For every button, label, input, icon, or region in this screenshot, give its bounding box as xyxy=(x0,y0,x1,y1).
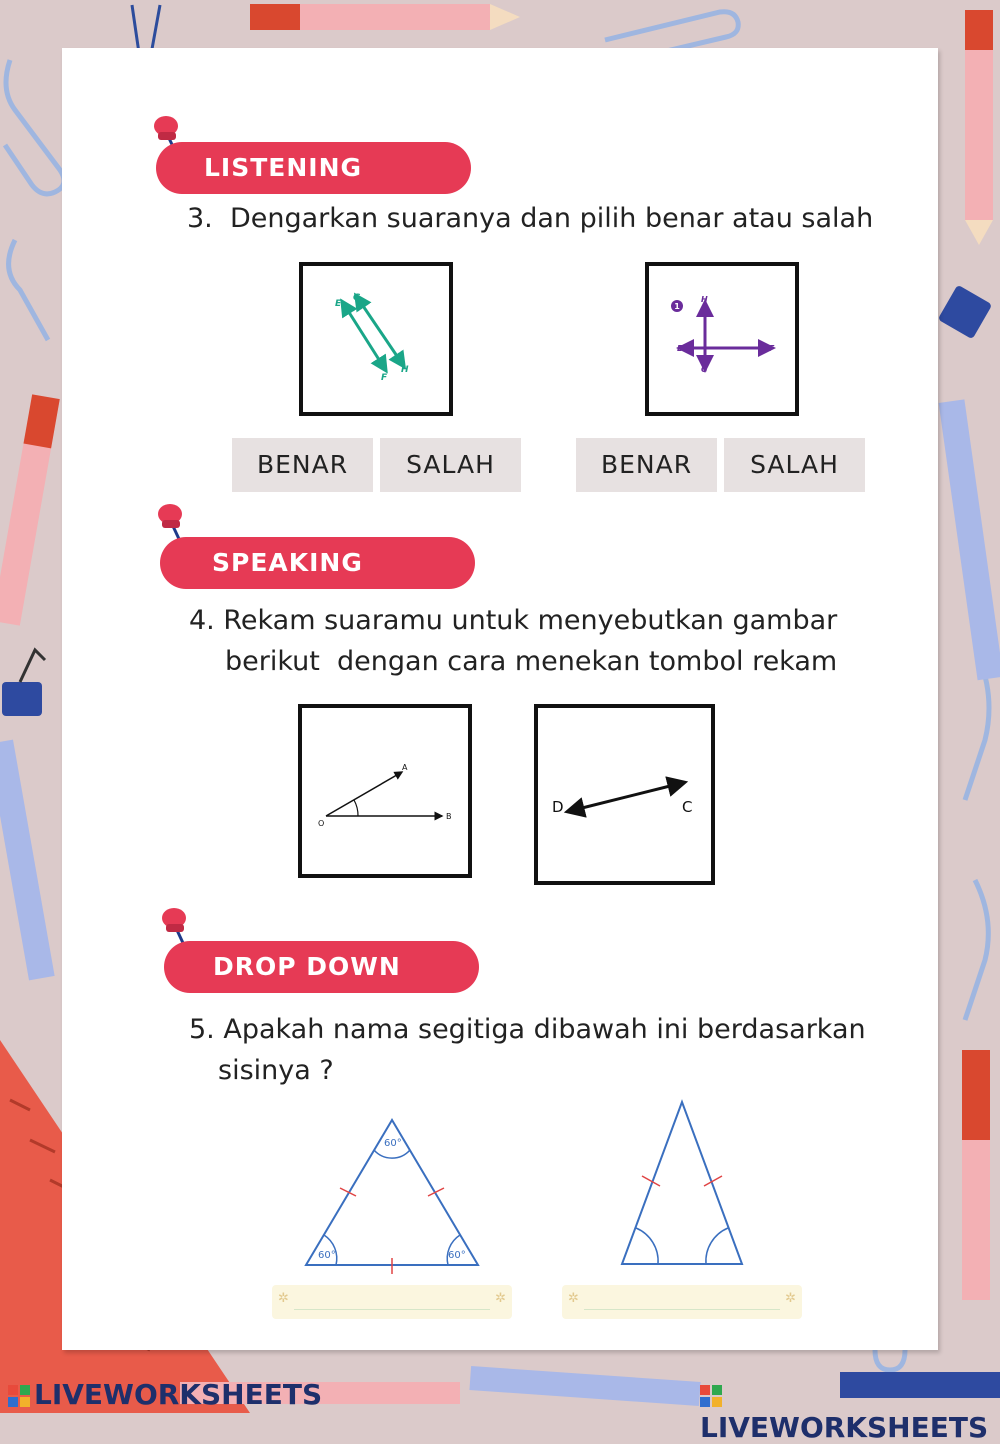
binder-clip-decoration xyxy=(938,285,993,340)
question-text: Dengarkan suaranya dan pilih benar atau salah xyxy=(229,203,874,234)
ray-oa xyxy=(326,772,402,816)
angle-figure xyxy=(298,704,472,878)
question-5-line2: sisinya ? xyxy=(218,1055,334,1086)
point-label: H xyxy=(401,365,409,375)
question-3 xyxy=(187,198,873,239)
point-label: E xyxy=(335,299,342,309)
triangle-1-dropdown[interactable] xyxy=(272,1285,512,1319)
benar-button-2[interactable]: BENAR xyxy=(576,438,717,492)
line-gh xyxy=(359,300,401,362)
salah-button-1[interactable]: SALAH xyxy=(380,438,521,492)
point-label: D xyxy=(552,798,564,816)
point-label: E xyxy=(677,344,683,353)
pencil-decoration xyxy=(965,10,993,245)
point-label: F xyxy=(381,373,388,383)
line-dc-figure xyxy=(534,704,715,885)
question-5 xyxy=(189,1009,866,1050)
question-number: 5. xyxy=(189,1014,215,1045)
pen-decoration xyxy=(939,399,1000,680)
question-4 xyxy=(189,600,837,641)
dropdown-banner: DROP DOWN xyxy=(164,941,479,993)
pen-decoration xyxy=(0,740,55,981)
liveworksheets-logo-right: LIVEWORKSHEETS xyxy=(700,1378,1000,1444)
liveworksheets-icon xyxy=(8,1385,30,1407)
point-label: B xyxy=(446,812,452,821)
pen-decoration xyxy=(0,394,60,625)
point-label: C xyxy=(682,798,693,816)
angle-label: 60° xyxy=(384,1138,402,1149)
point-label: G xyxy=(701,365,708,374)
parallel-lines-figure xyxy=(299,262,453,416)
worksheet-paper xyxy=(62,48,938,1350)
pencil-decoration xyxy=(962,1050,990,1300)
listening-banner: LISTENING xyxy=(156,142,471,194)
question-text-line1: Rekam suaramu untuk menyebutkan gambar xyxy=(223,605,838,636)
triangle-2-dropdown[interactable] xyxy=(562,1285,802,1319)
triangle-outline xyxy=(622,1102,742,1264)
question-number: 3. xyxy=(187,203,213,234)
speaking-banner: SPEAKING xyxy=(160,537,475,589)
question-text-line1: Apakah nama segitiga dibawah ini berdasarkan xyxy=(223,1014,866,1045)
point-label: O xyxy=(318,819,325,828)
angle-label: 60° xyxy=(318,1250,336,1261)
angle-arc xyxy=(636,1228,658,1264)
line-ef xyxy=(345,306,383,366)
point-label: F xyxy=(769,344,775,353)
number-badge-label: 1 xyxy=(674,302,680,311)
sparkle-icon: ✲ xyxy=(785,1291,796,1306)
question-4-line2: berikut dengan cara menekan tombol rekam xyxy=(225,646,838,677)
line-dc xyxy=(574,784,678,810)
isosceles-triangle-figure xyxy=(614,1096,750,1272)
angle-label: 60° xyxy=(448,1250,466,1261)
question-number: 4. xyxy=(189,605,215,636)
angle-arc xyxy=(374,1150,410,1158)
benar-button-1[interactable]: BENAR xyxy=(232,438,373,492)
angle-arc xyxy=(354,800,358,816)
sparkle-icon: ✲ xyxy=(278,1291,289,1306)
sparkle-icon: ✲ xyxy=(568,1291,579,1306)
point-label: H xyxy=(701,295,708,304)
salah-button-2[interactable]: SALAH xyxy=(724,438,865,492)
liveworksheets-icon xyxy=(700,1385,722,1407)
angle-arc xyxy=(706,1228,728,1264)
equilateral-triangle-figure xyxy=(300,1112,486,1282)
point-label: G xyxy=(353,293,361,303)
perpendicular-lines-figure xyxy=(645,262,799,416)
point-label: A xyxy=(402,763,408,772)
sparkle-icon: ✲ xyxy=(495,1291,506,1306)
binder-clip-decoration xyxy=(2,650,45,716)
liveworksheets-logo-left: LIVEWORKSHEETS xyxy=(8,1378,322,1411)
pencil-decoration xyxy=(250,4,520,30)
